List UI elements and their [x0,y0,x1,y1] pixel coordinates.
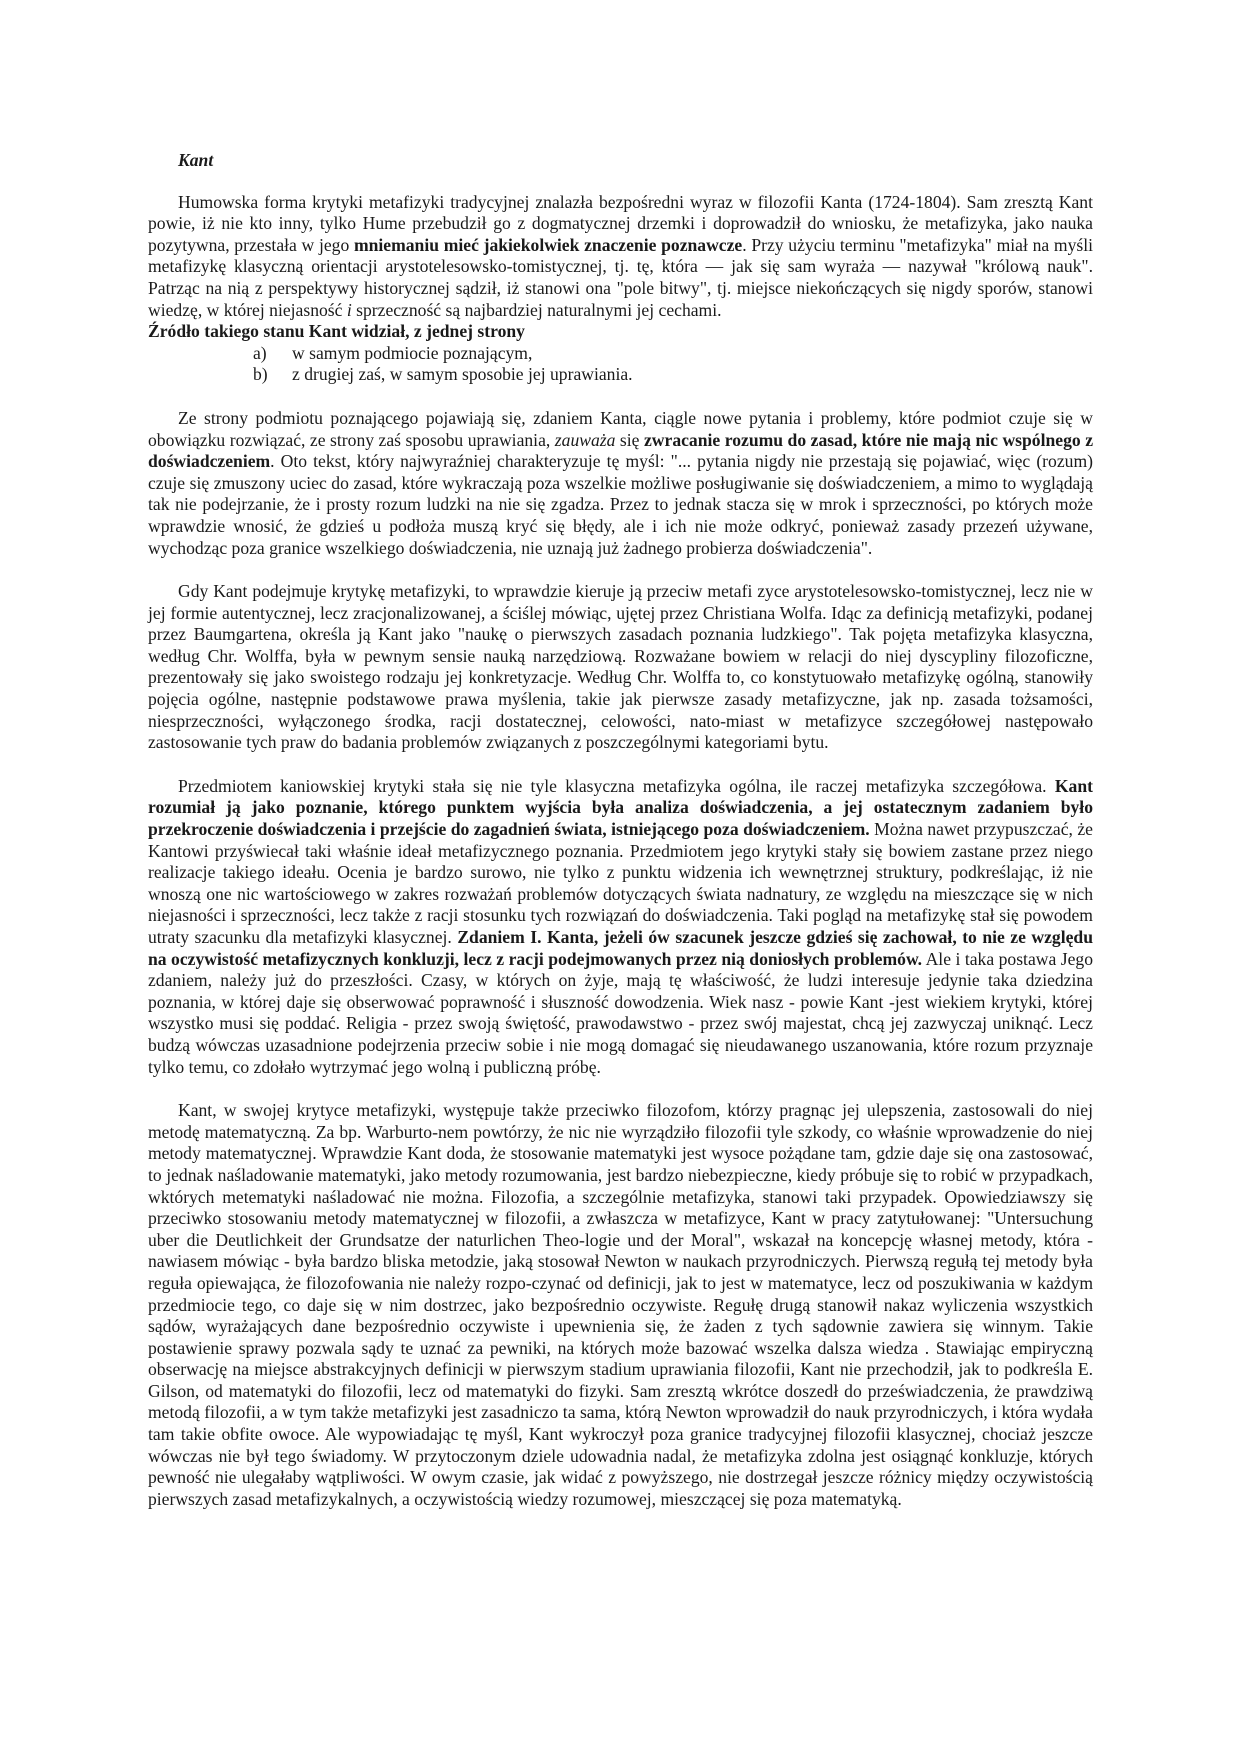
italic-run: i [346,299,352,320]
list-item-text: w samym podmiocie poznającym, [292,342,533,363]
text-run: sprzeczność są najbardziej naturalnymi jej cechami. [351,299,722,320]
text-run: się [615,429,644,450]
reason-list [148,343,1093,386]
list-item-text: z drugiej zaś, w samym sposobie jej uprawiania. [292,364,633,385]
paragraph-3: Gdy Kant podejmuje krytykę metafizyki, to wprawdzie kieruje ją przeciw metafi zyce arystotelesowsko-tomistycznej, lecz nie w jej formie autentycznej, lecz zracjonalizowanej, a ściślej mówiąc, ujętej przez Christiana Wolfa. Idąc za definicją metafizyki, podanej przez Baumgartena, określa ją Kant jako "naukę o pierwszych zasadach poznania ludzkiego". Tak pojęta metafizyka klasyczna, według Chr. Wolffa, była w pewnym sensie nauką narzędziową. Rozważane bowiem w relacji do niej dyscypliny filozoficzne, prezentowały się jako swoistego rodzaju jej konkretyzacje. Według Chr. Wolffa to, co konstytuowało metafizykę ogólną, stanowiły pojęcia ogólne, następnie podstawowe prawa myślenia, takie jak pierwsze zasady metafizyczne, jak np. zasada tożsamości, niesprzeczności, wyłączonego środka, racji dostatecznej, celowości, nato-miast w metafizyce szczegółowej następowało zastosowanie tych praw do badania problemów związanych z poszczególnymi kategoriami bytu. [148,581,1093,753]
text-run: Ze strony podmiotu poznającego pojawiają się, zdaniem Kanta, ciągle nowe pytania i problemy, które podmiot czuje się w obowiązku rozwiązać, ze strony zaś sposobu uprawiania, [148,407,1093,450]
paragraph-4 [148,776,1093,1078]
text-run: . Oto tekst, który najwyraźniej charakteryzuje tę myśl: "... pytania nigdy nie przestają się pojawiać, więc (rozum) czuje się zmuszony uciec do zasad, które wykraczają poza wszelkie możliwe posługiwanie się doświadczeniem, a mimo to wyglądają tak nie podejrzanie, że i prosty rozum ludzki na nie się zgadza. Przez to jednak stacza się w mrok i sprzeczności, po których może wprawdzie wnosić, że gdzieś u podłoża muszą kryć się błędy, ale i ich nie może odkryć, ponieważ zasady przezeń używane, wychodząc poza granice wszelkiego doświadczenia, nie uznają już żadnego probierza doświadczenia". [148,451,1093,558]
text-run: Przedmiotem kaniowskiej krytyki stała się nie tyle klasyczna metafizyka ogólna, ile raczej metafizyka szczegółowa. [178,775,1055,796]
paragraph-1 [148,192,1093,322]
document-page [148,150,1093,1510]
text-run: Można nawet przypuszczać, że Kantowi przyświecał taki właśnie ideał metafizycznego poznania. Przedmiotem jego krytyki stały się bowiem zastane przez niego realizacje takiego ideału. Ocenia je bardzo surowo, nie tylko z punktu widzenia ich wewnętrznej struktury, podkreślając, iż nie wnoszą one nic wartościowego w zakres rozważań problemów dotyczących świata nadnatury, ze względu na mieszczące się w nich niejasności i sprzeczności, lecz także z racji stosunku tych rozwiązań do doświadczenia. Taki pogląd na metafizykę stał się powodem utraty szacunku dla metafizyki klasycznej. [148,819,1093,947]
bold-run: Kant rozumiał ją jako poznanie, którego punktem wyjścia była analiza doświadczenia, a jej ostatecznym zadaniem było przekroczenie doświadczenia i przejście do zagadnień świata, istniejącego poza doświadczeniem. [148,775,1093,840]
text-run: . Przy użyciu terminu "metafizyka" miał na myśli metafizykę klasyczną orientacji arystotelesowsko-tomistycznej, tj. tę, która — jak się sam wyraża — nazywał "królową nauk". Patrząc na nią z perspektywy historycznej sądził, iż stanowi ona "pole bitwy", tj. miejsce niekończących się nigdy sporów, stanowi wiedzę, w której niejasność [148,234,1093,320]
bold-run: zwracanie rozumu do zasad, które nie mają nic wspólnego z doświadczeniem [148,429,1094,472]
list-item [253,364,1093,386]
lead-sentence: Źródło takiego stanu Kant widział, z jednej strony [148,321,525,342]
paragraph-2 [148,408,1093,559]
paragraph-5: Kant, w swojej krytyce metafizyki, występuje także przeciwko filozofom, którzy pragnąc jej ulepszenia, zastosowali do niej metodę matematyczną. Za bp. Warburto-nem powtórzy, że nic nie wyrządziło filozofii tyle szkody, co właśnie wprowadzenie do niej metody matematycznej. Wprawdzie Kant doda, że stosowanie matematyki jest wysoce pożądane tam, gdzie daje się ona zastosować, to jednak naśladowanie matematyki, jako metody rozumowania, jest bardzo niebezpieczne, kiedy próbuje się to robić w przypadkach, wktórych metematyki naśladować nie można. Filozofia, a szczególnie metafizyka, stanowi taki przypadek. Opowiedziawszy się przeciwko stosowaniu metody matematycznej w filozofii, a zwłaszcza w metafizyce, Kant w pracy zatytułowanej: "Untersuchung uber die Deutlichkeit der Grundsatze der naturlichen Theo-logie und der Moral", wskazał na koncepcję własnej metody, która - nawiasem mówiąc - była bardzo bliska metodzie, jaką stosował Newton w naukach przyrodniczych. Pierwszą regułą tej metody była reguła opiewająca, że filozofowania nie należy rozpo-czynać od definicji, jak to jest w matematyce, lecz od poszukiwania w każdym przedmiocie tego, co daje się w nim dostrzec, jako bezpośrednio oczywiste. Regułę drugą stanowił nakaz wyliczenia wszystkich sądów, wyrażających dane bezpośrednio oczywiste i upewnienia się, że żaden z tych sądownie zawiera się winnym. Takie postawienie sprawy pozwala sądy te uznać za pewniki, na których może bazować wszelka dalsza wiedza . Stawiając empiryczną obserwację na miejsce abstrakcyjnych definicji w pierwszym stadium uprawiania filozofii, Kant nie przechodził, jak to podkreśla E. Gilson, od matematyki do filozofii, lecz od matematyki do fizyki. Sam zresztą wkrótce doszedł do przeświadczenia, że prawdziwą metodą filozofii, a w tym także metafizyki jest zasadniczo ta sama, którą Newton wprowadził do nauk przyrodniczych, i która wydała tam takie obfite owoce. Ale wypowiadając tę myśl, Kant wykroczył poza granice tradycyjnej filozofii klasycznej, chociaż jeszcze wówczas nie był tego świadomy. W przytoczonym dziele udowadnia nadal, że metafizyka zdolna jest osiągnąć konkluzje, których pewność nie ulegałaby wątpliwości. W owym czasie, jak widać z powyższego, nie dostrzegał jeszcze różnicy między oczywistością pierwszych zasad metafizykalnych, a oczywistością wiedzy rozumowej, mieszczącej się poza matematyką. [148,1100,1093,1509]
list-marker: a) [253,342,267,363]
list-marker: b) [253,364,268,385]
list-item [253,343,1093,365]
text-run: Humowska forma krytyki metafizyki tradycyjnej znalazła bezpośredni wyraz w filozofii Kanta (1724-1804). Sam zresztą Kant powie, iż nie kto inny, tylko Hume przebudził go z dogmatycznej drzemki i doprowadził do wniosku, że metafizyka, jako nauka pozytywna, przestała w jego [148,191,1093,255]
italic-run: zauważa [554,429,616,450]
text-run: Ale i taka postawa Jego zdaniem, należy już do przeszłości. Czasy, w których on żyje, mają tę właściwość, że ludzi interesuje jedynie taka dziedzina poznania, w której daje się obserwować poprawność i słuszność dowodzenia. Wiek nasz - powie Kant -jest wiekiem krytyki, której wszystko musi się poddać. Religia - przez swoją świętość, prawodawstwo - przez swój majestat, chcą jej zazwyczaj uniknąć. Lecz budzą wówczas uzasadnione podejrzenia przeciw sobie i nie mogą domagać się nieudawanego uszanowania, które rozum przyznaje tylko temu, co zdołało wytrzymać jego wolną i publiczną próbę. [148,948,1093,1077]
bold-run: Zdaniem I. Kanta, jeżeli ów szacunek jeszcze gdzieś się zachował, to nie ze względu na oczywistość metafizycznych konkluzji, lecz z racji podejmowanych przez nią doniosłych problemów. [148,927,1093,969]
section-title: Kant [178,150,214,170]
bold-run: mniemaniu mieć jakiekolwiek znaczenie poznawcze [353,234,743,255]
